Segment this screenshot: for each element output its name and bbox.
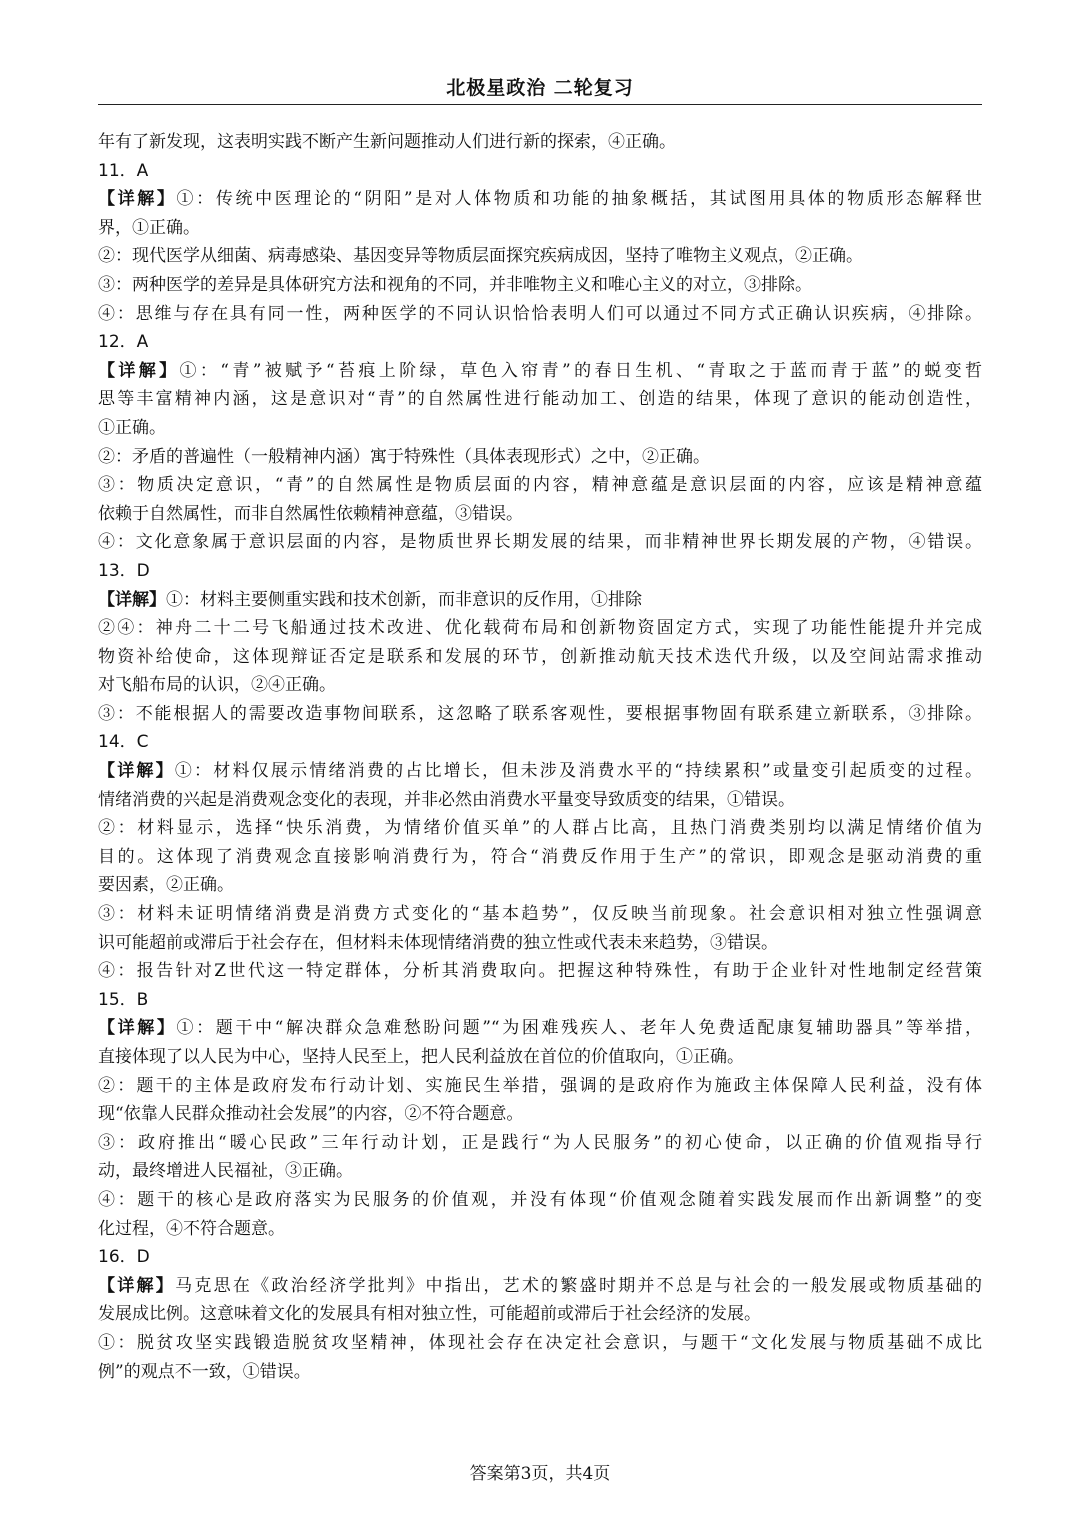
- line-text: 化过程，④不符合题意。: [98, 1218, 285, 1239]
- line-text: ④：思维与存在具有同一性，两种医学的不同认识恰恰表明人们可以通过不同方式正确认识疾病，④排除。: [98, 303, 982, 324]
- line-text: 依赖于自然属性，而非自然属性依赖精神意蕴，③错误。: [98, 503, 523, 524]
- detail-tag: 【详解】: [98, 1018, 177, 1039]
- text-line: [98, 1072, 982, 1101]
- text-line: [98, 300, 982, 329]
- text-line: [98, 814, 982, 843]
- line-text: 例”的观点不一致，①错误。: [98, 1361, 311, 1382]
- line-text: ①：“青”被赋予“苔痕上阶绿，草色入帘青”的春日生机、“青取之于蓝而青于蓝”的蜕变哲: [179, 360, 982, 381]
- line-text: 界，①正确。: [98, 217, 200, 238]
- line-text: ③：物质决定意识，“青”的自然属性是物质层面的内容，精神意蕴是意识层面的内容，应该是精神意蕴: [98, 475, 982, 496]
- text-line: [98, 586, 982, 615]
- detail-tag: 【详解】: [98, 761, 175, 782]
- text-line: [98, 414, 982, 443]
- text-line: [98, 1272, 982, 1301]
- line-text: ②：材料显示，选择“快乐消费，为情绪价值买单”的人群占比高，且热门消费类别均以满足情绪价值为: [98, 818, 982, 839]
- line-text: 目的。这体现了消费观念直接影响消费行为，符合“消费反作用于生产”的常识，即观念是驱动消费的重: [98, 846, 982, 867]
- question-answer-label: [98, 728, 982, 757]
- question-answer-label: [98, 328, 982, 357]
- answer-explanation-body: [98, 128, 982, 1386]
- line-text: ③：不能根据人的需要改造事物间联系，这忽略了联系客观性，要根据事物固有联系建立新联系，③排除。: [98, 703, 982, 724]
- text-line: [98, 643, 982, 672]
- text-line: [98, 185, 982, 214]
- line-text: ③：政府推出“暖心民政”三年行动计划，正是践行“为人民服务”的初心使命，以正确的价值观指导行: [98, 1132, 982, 1153]
- question-answer-label: [98, 1243, 982, 1272]
- text-line: [98, 671, 982, 700]
- text-line: [98, 443, 982, 472]
- line-text: ①正确。: [98, 417, 166, 438]
- line-text: 11．A: [98, 160, 149, 181]
- detail-tag: 【详解】: [98, 589, 166, 610]
- line-text: ①：材料主要侧重实践和技术创新，而非意识的反作用，①排除: [166, 589, 642, 610]
- question-answer-label: [98, 557, 982, 586]
- text-line: [98, 786, 982, 815]
- line-text: ①：传统中医理论的“阴阳”是对人体物质和功能的抽象概括，其试图用具体的物质形态解释世: [176, 189, 982, 210]
- line-text: 12．A: [98, 332, 149, 353]
- text-line: [98, 471, 982, 500]
- text-line: [98, 700, 982, 729]
- text-line: [98, 843, 982, 872]
- line-text: ③：材料未证明情绪消费是消费方式变化的“基本趋势”，仅反映当前现象。社会意识相对独立性强调意: [98, 904, 982, 925]
- text-line: [98, 757, 982, 786]
- line-text: ④：题干的核心是政府落实为民服务的价值观，并没有体现“价值观念随着实践发展而作出新调整”的变: [98, 1189, 982, 1210]
- text-line: [98, 357, 982, 386]
- line-text: 识可能超前或滞后于社会存在，但材料未体现情绪消费的独立性或代表未来趋势，③错误。: [98, 932, 778, 953]
- line-text: 对飞船布局的认识，②④正确。: [98, 675, 336, 696]
- line-text: ①：脱贫攻坚实践锻造脱贫攻坚精神，体现社会存在决定社会意识，与题干“文化发展与物质基础不成比: [98, 1332, 982, 1353]
- text-line: [98, 957, 982, 986]
- page-footer-number: 答案第3页，共4页: [469, 1464, 611, 1484]
- detail-tag: 【详解】: [98, 189, 177, 210]
- line-text: ①：题干中“解决群众急难愁盼问题”“为困难残疾人、老年人免费适配康复辅助器具”等举措，: [176, 1018, 982, 1039]
- text-line: [98, 929, 982, 958]
- line-text: 直接体现了以人民为中心，坚持人民至上，把人民利益放在首位的价值取向，①正确。: [98, 1047, 744, 1067]
- line-text: 思等丰富精神内涵，这是意识对“青”的自然属性进行能动加工、创造的结果，体现了意识的能动创造性，: [98, 389, 982, 410]
- line-text: ③：两种医学的差异是具体研究方法和视角的不同，并非唯物主义和唯心主义的对立，③排除。: [98, 274, 812, 295]
- line-text: 13．D: [98, 560, 150, 581]
- line-text: ②：题干的主体是政府发布行动计划、实施民生举措，强调的是政府作为施政主体保障人民利益，没有体: [98, 1075, 982, 1096]
- line-text: 14．C: [98, 732, 149, 753]
- line-text: 要因素，②正确。: [98, 875, 234, 896]
- text-line: [98, 242, 982, 271]
- text-line: [98, 1100, 982, 1129]
- line-text: ②④：神舟二十二号飞船通过技术改进、优化载荷布局和创新物资固定方式，实现了功能性能提升并完成: [98, 618, 982, 639]
- question-answer-label: [98, 157, 982, 186]
- text-line: [98, 500, 982, 529]
- line-text: 发展成比例。这意味着文化的发展具有相对独立性，可能超前或滞后于社会经济的发展。: [98, 1304, 761, 1325]
- text-line: [98, 1186, 982, 1215]
- line-text: 16．D: [98, 1247, 150, 1268]
- text-line: [98, 1014, 982, 1043]
- line-text: 15．B: [98, 989, 149, 1010]
- line-text: ④：报告针对Z世代这一特定群体，分析其消费取向。把握这种特殊性，有助于企业针对性地制定经营策: [98, 961, 982, 982]
- text-line: [98, 128, 982, 157]
- line-text: 现“依靠人民群众推动社会发展”的内容，②不符合题意。: [98, 1104, 524, 1125]
- line-text: 动，最终增进人民福祉，③正确。: [98, 1161, 353, 1182]
- line-text: ②：现代医学从细菌、病毒感染、基因变异等物质层面探究疾病成因，坚持了唯物主义观点，②正确。: [98, 246, 863, 267]
- detail-tag: 【详解】: [98, 1275, 176, 1296]
- line-text: 情绪消费的兴起是消费观念变化的表现，并非必然由消费水平量变导致质变的结果，①错误。: [98, 789, 795, 810]
- text-line: [98, 214, 982, 243]
- text-line: [98, 1129, 982, 1158]
- text-line: [98, 1215, 982, 1244]
- text-line: [98, 1300, 982, 1329]
- text-line: [98, 528, 982, 557]
- line-text: ①：材料仅展示情绪消费的占比增长，但未涉及消费水平的“持续累积”或量变引起质变的过程。: [174, 761, 982, 782]
- text-line: [98, 1043, 982, 1072]
- question-answer-label: [98, 986, 982, 1015]
- line-text: ②：矛盾的普遍性（一般精神内涵）寓于特殊性（具体表现形式）之中，②正确。: [98, 446, 710, 467]
- text-line: [98, 871, 982, 900]
- page-header-title: 北极星政治 二轮复习: [446, 77, 634, 99]
- header-divider: [98, 104, 982, 105]
- text-line: [98, 1358, 982, 1387]
- text-line: [98, 271, 982, 300]
- line-text: 物资补给使命，这体现辩证否定是联系和发展的环节，创新推动航天技术迭代升级，以及空间站需求推动: [98, 646, 982, 667]
- detail-tag: 【详解】: [98, 360, 180, 381]
- text-line: [98, 385, 982, 414]
- text-line: [98, 1329, 982, 1358]
- text-line: [98, 1157, 982, 1186]
- line-text: 马克思在《政治经济学批判》中指出，艺术的繁盛时期并不总是与社会的一般发展或物质基础的: [175, 1275, 982, 1296]
- text-line: [98, 614, 982, 643]
- text-line: [98, 900, 982, 929]
- line-text: 年有了新发现，这表明实践不断产生新问题推动人们进行新的探索，④正确。: [98, 132, 676, 152]
- line-text: ④：文化意象属于意识层面的内容，是物质世界长期发展的结果，而非精神世界长期发展的产物，④错误。: [98, 532, 982, 553]
